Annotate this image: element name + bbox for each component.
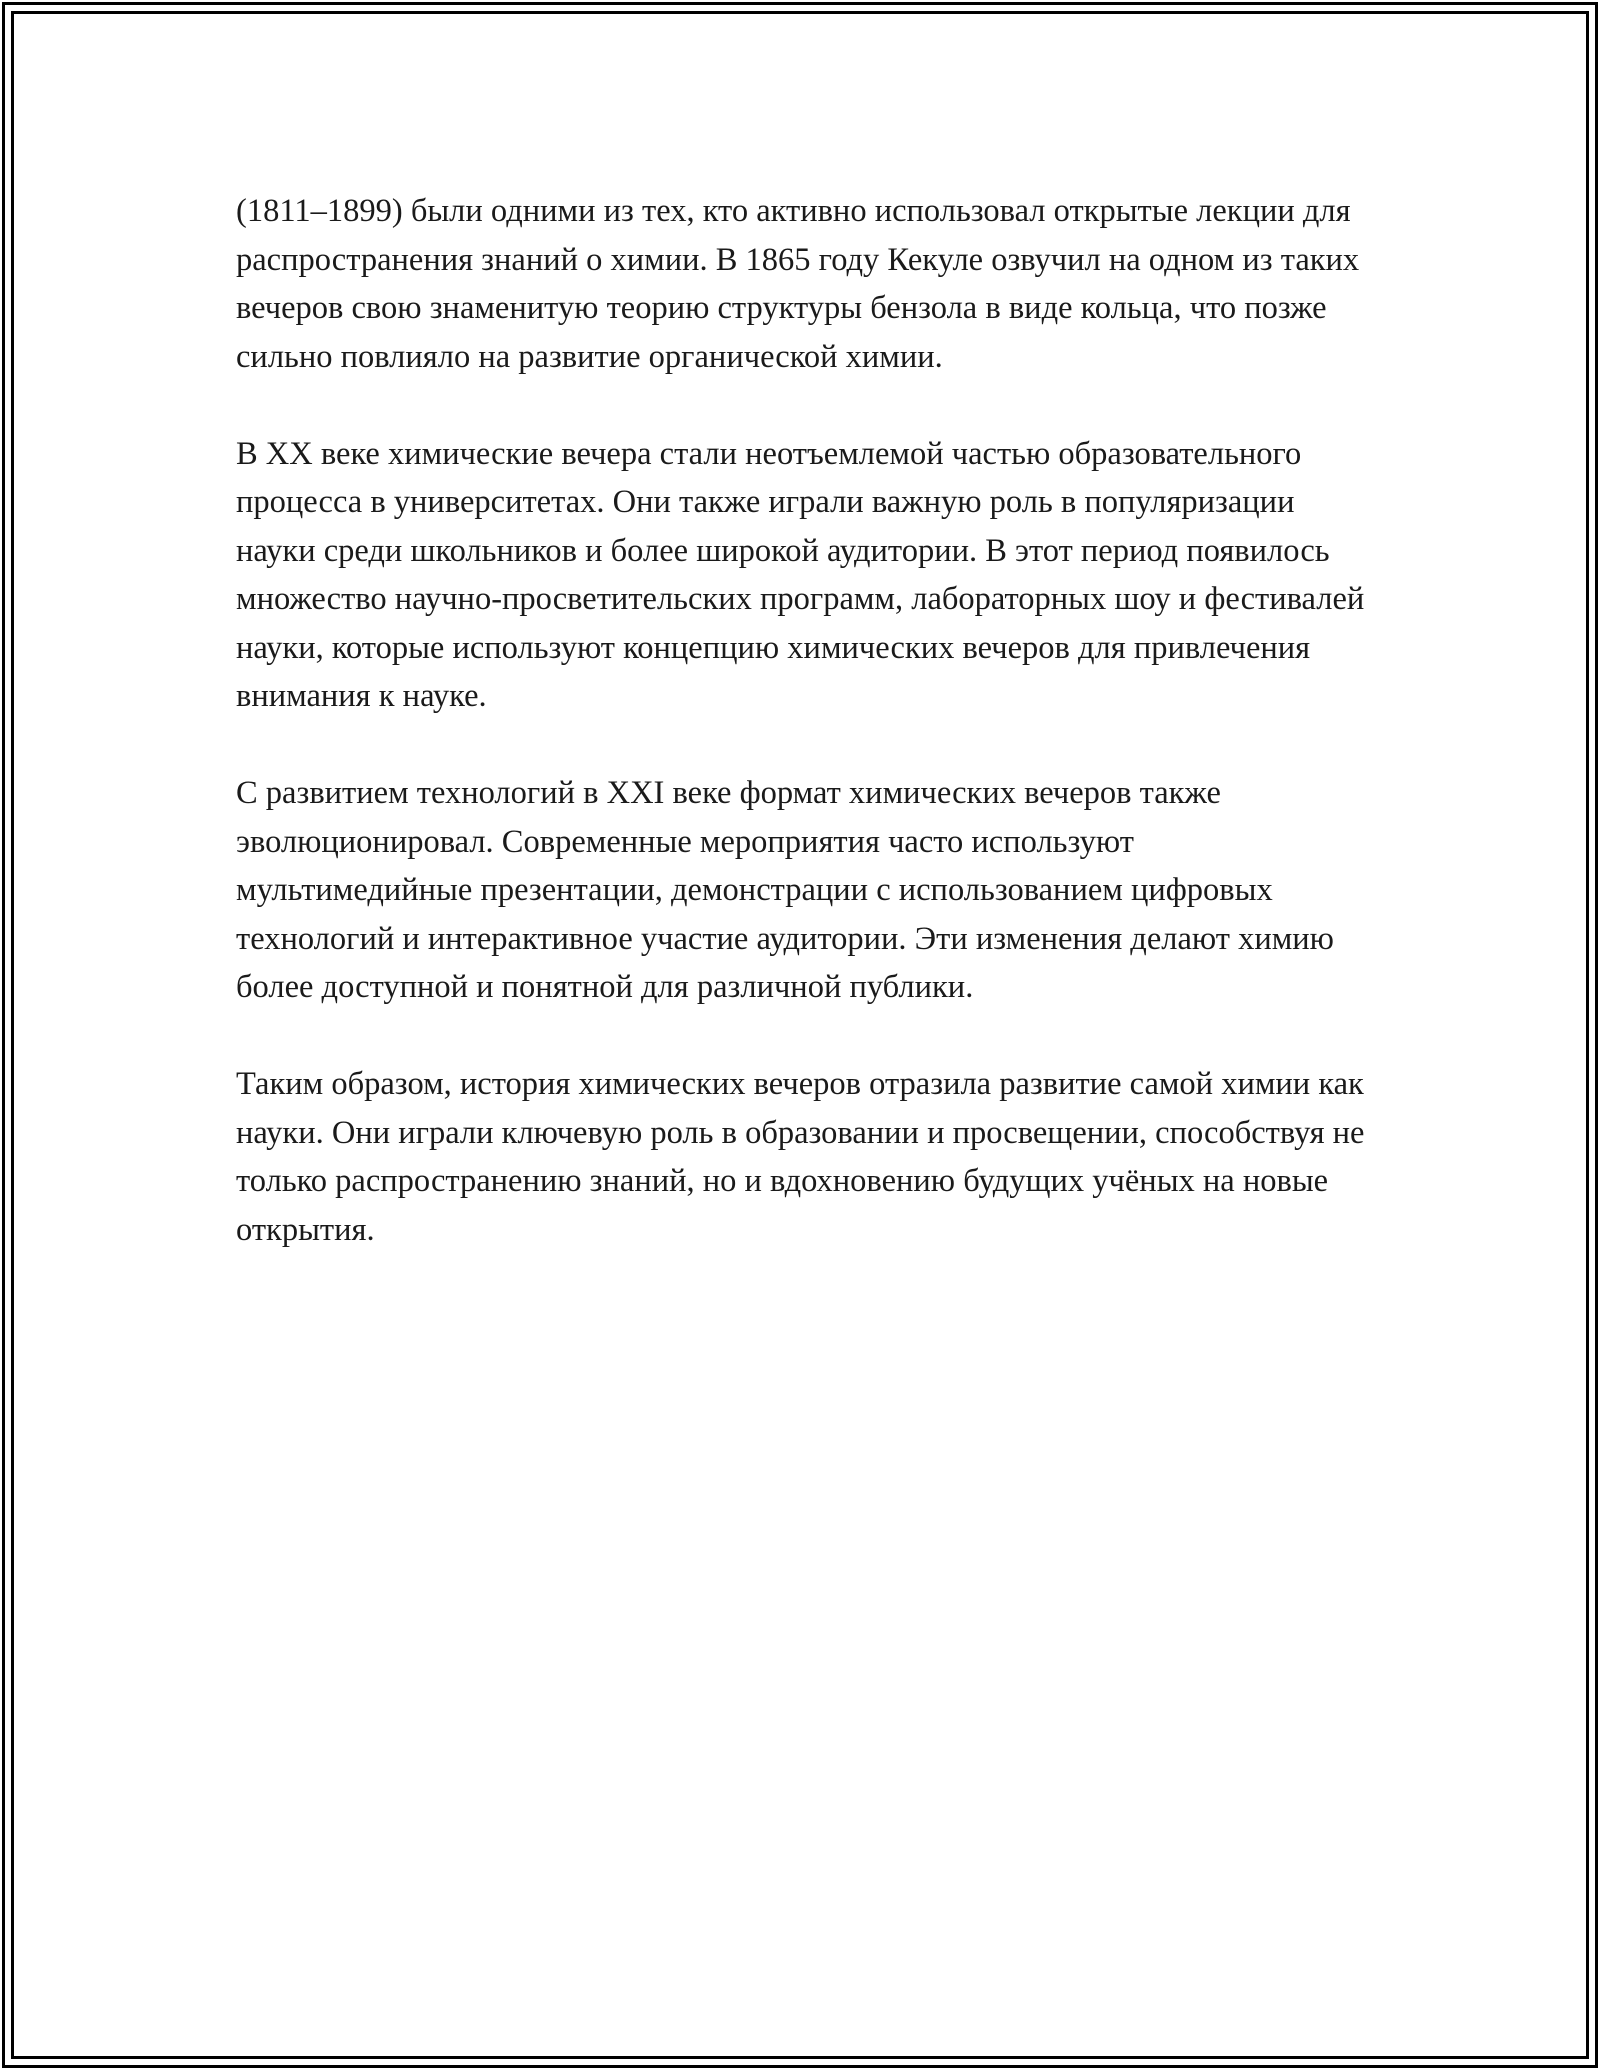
paragraph-conclusion: Таким образом, история химических вечеров отразила развитие самой химии как науки. Они играли ключевую роль в образовании и просвещении, способствуя не только распространению знаний, но и вдохновению будущих учёных на новые открытия. <box>236 1066 1365 1248</box>
paragraph-21st-century: С развитием технологий в XXI веке формат химических вечеров также эволюционировал. Современные мероприятия часто используют мультимедийные презентации, демонстрации с использованием цифровых технологий и интерактивное участие аудитории. Эти изменения делают химию более доступной и понятной для различной публики. <box>236 775 1334 1005</box>
document-body <box>236 187 1376 1254</box>
paragraph-20th-century: В XX веке химические вечера стали неотъемлемой частью образовательного процесса в университетах. Они также играли важную роль в популяризации науки среди школьников и более широкой аудитории. В этот период появилось множество научно-просветительских программ, лабораторных шоу и фестивалей науки, которые используют концепцию химических вечеров для привлечения внимания к науке. <box>236 435 1365 714</box>
paragraph-kekule: (1811–1899) были одними из тех, кто активно использовал открытые лекции для распространения знаний о химии. В 1865 году Кекуле озвучил на одном из таких вечеров свою знаменитую теорию структуры бензола в виде кольца, что позже сильно повлияло на развитие органической химии. <box>236 193 1360 375</box>
